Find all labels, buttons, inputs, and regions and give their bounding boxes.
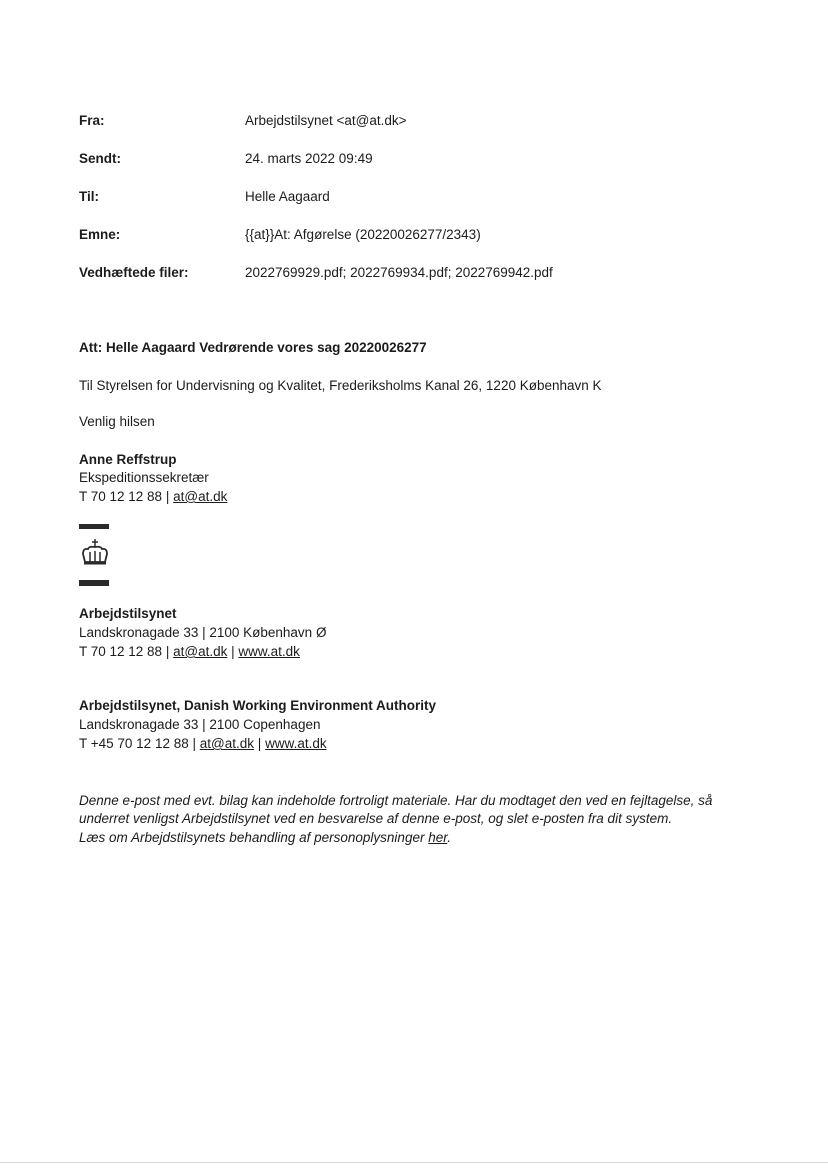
subject-label: Emne:: [79, 227, 121, 242]
disclaimer-period: .: [447, 830, 451, 845]
disclaimer-line-2: underret venligst Arbejdstilsynet ved en besvarelse af denne e-post, og slet e-posten fra dit system.: [79, 811, 673, 826]
attachments-value: 2022769929.pdf; 2022769934.pdf; 2022769942.pdf: [245, 265, 553, 280]
org-dk-contact: [79, 643, 300, 661]
org-en-phone: T +45 70 12 12 88: [79, 736, 189, 751]
attention-line: Att: Helle Aagaard Vedrørende vores sag 20220026277: [79, 340, 427, 355]
signature-email-link[interactable]: at@at.dk: [173, 489, 228, 504]
greeting: Venlig hilsen: [79, 414, 155, 429]
separator: |: [257, 736, 262, 751]
subject-value: {{at}}At: Afgørelse (20220026277/2343): [245, 227, 481, 242]
org-dk-email-link[interactable]: at@at.dk: [173, 644, 228, 659]
to-value: Helle Aagaard: [245, 189, 330, 204]
org-en-address: Landskronagade 33 | 2100 Copenhagen: [79, 717, 321, 732]
org-dk-phone: T 70 12 12 88: [79, 644, 163, 659]
disclaimer-line-3-text: Læs om Arbejdstilsynets behandling af personoplysninger: [79, 830, 429, 845]
to-label: Til:: [79, 189, 99, 204]
signature-name: Anne Reffstrup: [79, 452, 177, 467]
disclaimer-line-1: Denne e-post med evt. bilag kan indeholde fortroligt materiale. Har du modtaget den ved en fejltagelse, så: [79, 793, 713, 808]
signature-contact: [79, 488, 227, 506]
attachments-label: Vedhæftede filer:: [79, 265, 189, 280]
signature-phone: T 70 12 12 88: [79, 489, 163, 504]
privacy-link[interactable]: her: [428, 830, 448, 845]
separator: |: [231, 644, 235, 659]
org-en-name: Arbejdstilsynet, Danish Working Environment Authority: [79, 698, 437, 713]
page-bottom-rule: [0, 1162, 828, 1163]
org-dk-name: Arbejdstilsynet: [79, 606, 177, 621]
org-dk-web-link[interactable]: www.at.dk: [238, 644, 300, 659]
separator: |: [165, 489, 170, 504]
from-value: Arbejdstilsynet <at@at.dk>: [245, 113, 407, 128]
from-label: Fra:: [79, 113, 105, 128]
org-en-email-link[interactable]: at@at.dk: [199, 736, 255, 751]
disclaimer-line-3: [79, 829, 451, 847]
signature-title: Ekspeditionssekretær: [79, 470, 209, 485]
separator: |: [165, 644, 170, 659]
org-dk-address: Landskronagade 33 | 2100 København Ø: [79, 625, 327, 640]
sent-value: 24. marts 2022 09:49: [245, 151, 373, 166]
separator: |: [192, 736, 197, 751]
crown-icon: [79, 522, 111, 588]
recipient-line: Til Styrelsen for Undervisning og Kvalitet, Frederiksholms Kanal 26, 1220 København K: [79, 378, 602, 393]
org-en-web-link[interactable]: www.at.dk: [265, 736, 327, 751]
sent-label: Sendt:: [79, 151, 121, 166]
crown-logo: [79, 522, 111, 588]
org-en-contact: [79, 735, 327, 753]
